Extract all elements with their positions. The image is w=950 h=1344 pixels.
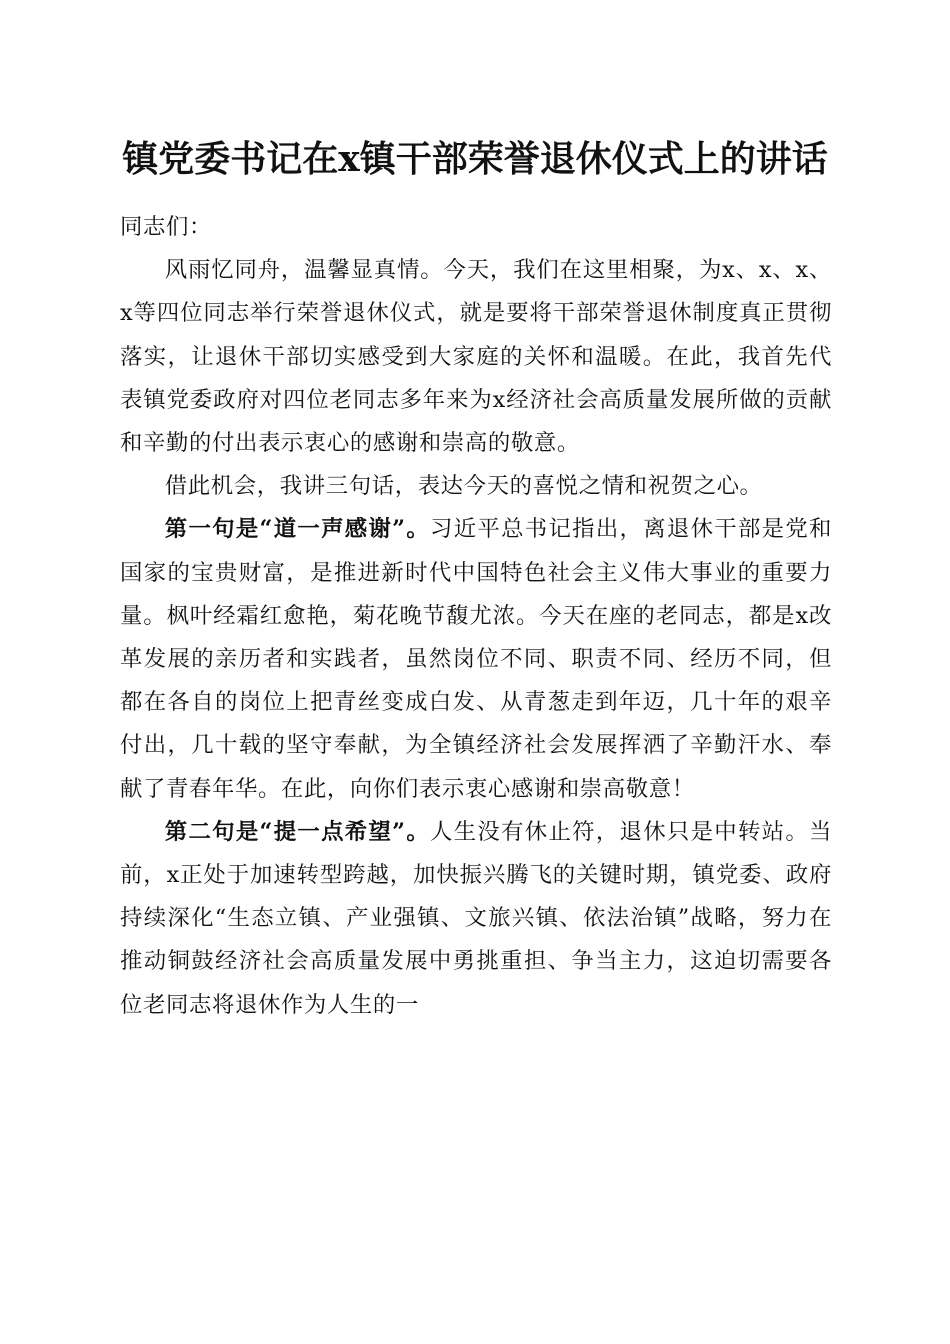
salutation: 同志们：: [120, 214, 212, 240]
paragraph-text: 人生没有休止符，退休只是中转站。当前，x正处于加速转型跨越，加快振兴腾飞的关键时期，镇党委、政府持续深化“生态立镇、产业强镇、文旅兴镇、依法治镇”战略，努力在推动铜鼓经济社会高质量发展中勇挑重担、争当主力，这迫切需要各位老同志将退休作为人生的一: [120, 818, 832, 1018]
paragraph-second-point: [120, 811, 832, 1027]
paragraph-opening: [120, 249, 832, 465]
paragraph-lead: 第一句是“道一声感谢”。: [164, 516, 431, 543]
paragraph-text: 习近平总书记指出，离退休干部是党和国家的宝贵财富，是推进新时代中国特色社会主义伟大事业的重要力量。枫叶经霜红愈艳，菊花晚节馥尤浓。今天在座的老同志，都是x改革发展的亲历者和实践者，虽然岗位不同、职责不同、经历不同，但都在各自的岗位上把青丝变成白发、从青葱走到年迈，几十年的艰辛付出，几十载的坚守奉献，为全镇经济社会发展挥洒了辛勤汗水、奉献了青春年华。在此，向你们表示衷心感谢和崇高敬意！: [120, 516, 832, 802]
paragraph-text: 借此机会，我讲三句话，表达今天的喜悦之情和祝贺之心。: [164, 473, 763, 500]
paragraph-intro: [120, 465, 832, 508]
document-body: [120, 206, 832, 1027]
paragraph-first-point: [120, 508, 832, 810]
document-title: 镇党委书记在x镇干部荣誉退休仪式上的讲话: [122, 138, 828, 180]
paragraph-lead: 第二句是“提一点希望”。: [164, 818, 431, 845]
paragraph-text: 风雨忆同舟，温馨显真情。今天，我们在这里相聚，为x、x、x、x等四位同志举行荣誉退休仪式，就是要将干部荣誉退休制度真正贯彻落实，让退休干部切实感受到大家庭的关怀和温暖。在此，我首先代表镇党委政府对四位老同志多年来为x经济社会高质量发展所做的贡献和辛勤的付出表示衷心的感谢和崇高的敬意。: [120, 257, 832, 457]
